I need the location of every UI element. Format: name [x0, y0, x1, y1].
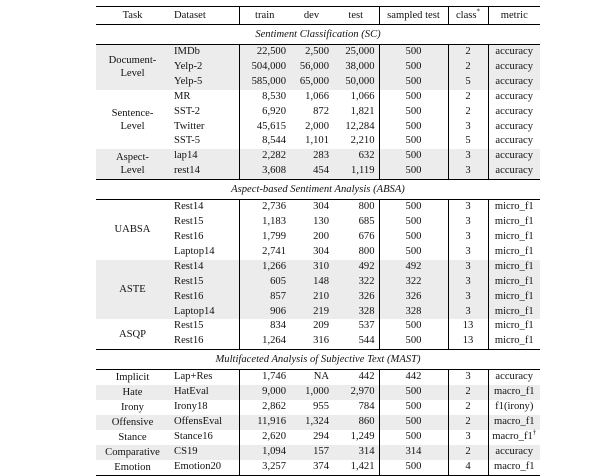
test-cell: 800	[333, 200, 379, 215]
dev-cell: 56,000	[290, 60, 333, 75]
train-cell: 6,920	[262, 105, 286, 117]
metric-cell: accuracy	[495, 371, 534, 383]
test-cell: 2,210	[333, 134, 379, 149]
class-cell: 3	[448, 430, 488, 445]
train-cell: 585,000	[239, 75, 290, 90]
sampled-test-cell: 500	[379, 45, 448, 60]
metric-cell: macro_f1	[488, 460, 540, 475]
dev-cell: 304	[313, 245, 329, 257]
sampled-test-cell: 492	[379, 260, 448, 275]
dev-cell: 310	[290, 260, 333, 275]
metric-cell: micro_f1	[494, 335, 534, 347]
class-cell: 13	[448, 319, 488, 334]
dataset-cell: SST-5	[169, 134, 239, 149]
table-row	[96, 400, 540, 415]
dev-cell: 294	[313, 430, 329, 442]
test-cell: 38,000	[333, 60, 379, 75]
test-cell: 784	[333, 400, 379, 415]
class-cell: 3	[448, 305, 488, 320]
metric-cell: macro_f1	[488, 415, 540, 430]
train-cell: 9,000	[239, 385, 290, 400]
metric-cell: accuracy	[495, 105, 534, 117]
metric-cell: accuracy	[488, 164, 540, 179]
metric-cell: micro_f1	[494, 216, 534, 228]
dev-cell: 454	[290, 164, 333, 179]
train-cell: 857	[239, 290, 290, 305]
class-cell: 2	[448, 60, 488, 75]
class-cell: 4	[448, 460, 488, 475]
sampled-test-cell: 500	[379, 105, 448, 120]
test-cell: 544	[333, 334, 379, 349]
train-cell: 3,257	[239, 460, 290, 475]
test-cell: 328	[333, 305, 379, 320]
metric-cell: macro_f1	[488, 385, 540, 400]
dataset-cell: Laptop14	[169, 305, 239, 320]
train-cell: 2,620	[262, 430, 286, 442]
sampled-test-cell: 500	[379, 460, 448, 475]
section-title: Sentiment Classification (SC)	[96, 25, 540, 45]
dataset-statistics-table	[96, 6, 540, 476]
sampled-test-cell: 500	[379, 245, 448, 260]
dev-cell: 200	[313, 230, 329, 242]
header-task: Task	[96, 7, 169, 25]
dev-cell: 1,000	[290, 385, 333, 400]
class-cell: 2	[448, 415, 488, 430]
class-cell: 3	[448, 164, 488, 179]
test-cell: 1,119	[333, 164, 379, 179]
test-cell: 800	[333, 245, 379, 260]
train-cell: 8,544	[262, 135, 286, 147]
sampled-test-cell: 500	[379, 400, 448, 415]
table-row	[96, 200, 540, 215]
metric-cell: accuracy	[488, 45, 540, 60]
table-body	[96, 25, 540, 476]
dataset-cell: HatEval	[169, 385, 239, 400]
dev-cell: 157	[290, 445, 333, 460]
dev-cell: 304	[313, 201, 329, 213]
sampled-test-cell: 442	[379, 370, 448, 385]
dev-cell: 2,000	[305, 120, 329, 132]
sampled-test-cell: 500	[379, 415, 448, 430]
test-cell: 50,000	[333, 75, 379, 90]
sampled-test-cell: 500	[379, 75, 448, 90]
train-cell: 22,500	[239, 45, 290, 60]
metric-cell: micro_f1	[494, 320, 534, 332]
class-cell: 2	[448, 90, 488, 105]
train-cell: 605	[239, 275, 290, 290]
dataset-cell: Yelp-2	[169, 60, 239, 75]
sampled-test-cell: 500	[379, 134, 448, 149]
dataset-cell: lap14	[169, 149, 239, 164]
section-header-row	[96, 350, 540, 370]
dataset-cell: Twitter	[169, 120, 239, 135]
dataset-cell: Rest15	[169, 319, 239, 334]
header-dataset: Dataset	[169, 7, 239, 25]
table-row	[96, 430, 540, 445]
dataset-cell: Rest15	[169, 275, 239, 290]
test-cell: 676	[333, 230, 379, 245]
train-cell: 1,799	[262, 230, 286, 242]
section-title: Aspect-based Sentiment Analysis (ABSA)	[96, 180, 540, 200]
test-cell: 322	[333, 275, 379, 290]
sampled-test-cell: 500	[379, 60, 448, 75]
table-row	[96, 460, 540, 475]
test-cell: 2,970	[333, 385, 379, 400]
table-row	[96, 45, 540, 60]
sampled-test-cell: 500	[379, 164, 448, 179]
train-cell: 2,282	[239, 149, 290, 164]
sampled-test-cell: 500	[379, 430, 448, 445]
dataset-cell: Rest15	[169, 215, 239, 230]
task-cell: Emotion	[96, 460, 169, 475]
test-cell: 537	[333, 319, 379, 334]
dataset-cell: Laptop14	[169, 245, 239, 260]
metric-cell: micro_f1	[488, 290, 540, 305]
table-row	[96, 260, 540, 275]
metric-cell: accuracy	[495, 90, 534, 102]
class-cell: 3	[448, 215, 488, 230]
header-train: train	[239, 7, 290, 25]
metric-cell: micro_f1	[488, 275, 540, 290]
train-cell: 2,862	[262, 401, 286, 413]
dataset-cell: Rest16	[169, 334, 239, 349]
class-cell: 2	[448, 45, 488, 60]
header-row	[96, 7, 540, 25]
test-cell: 632	[333, 149, 379, 164]
train-cell: 2,736	[262, 201, 286, 213]
test-cell: 442	[333, 370, 379, 385]
task-cell: ASQP	[96, 319, 169, 349]
class-cell: 3	[448, 275, 488, 290]
dataset-cell: Rest16	[169, 290, 239, 305]
dev-cell: 955	[313, 401, 329, 413]
test-cell: 326	[333, 290, 379, 305]
dev-cell: 148	[290, 275, 333, 290]
table-row	[96, 385, 540, 400]
dev-cell: 2,500	[290, 45, 333, 60]
train-cell: 1,266	[239, 260, 290, 275]
dataset-cell: Stance16	[169, 430, 239, 445]
metric-cell: accuracy	[488, 60, 540, 75]
test-cell: 314	[333, 445, 379, 460]
dataset-cell: Irony18	[169, 400, 239, 415]
train-cell: 2,741	[262, 245, 286, 257]
class-cell: 2	[448, 400, 488, 415]
task-cell: Sentence- Level	[96, 90, 169, 150]
task-cell: Offensive	[96, 415, 169, 430]
metric-cell: accuracy	[495, 135, 534, 147]
metric-cell: micro_f1	[494, 230, 534, 242]
test-cell: 492	[333, 260, 379, 275]
dev-cell: 130	[313, 216, 329, 228]
train-cell: 3,608	[239, 164, 290, 179]
train-cell: 45,615	[256, 120, 286, 132]
header-class: class*	[448, 7, 488, 25]
task-cell: Implicit	[96, 370, 169, 385]
section-header-row	[96, 180, 540, 200]
class-cell: 5	[448, 75, 488, 90]
train-cell: 8,530	[262, 90, 286, 102]
task-cell: Irony	[96, 400, 169, 415]
dev-cell: 209	[313, 320, 329, 332]
task-cell: Aspect- Level	[96, 149, 169, 179]
test-cell: 860	[333, 415, 379, 430]
dev-cell: 1,101	[305, 135, 329, 147]
dev-cell: 872	[313, 105, 329, 117]
sampled-test-cell: 328	[379, 305, 448, 320]
metric-cell: accuracy	[488, 445, 540, 460]
sampled-test-cell: 326	[379, 290, 448, 305]
header-metric: metric	[488, 7, 540, 25]
dev-cell: 219	[290, 305, 333, 320]
task-cell: ASTE	[96, 260, 169, 320]
sampled-test-cell: 500	[379, 90, 448, 105]
dataset-cell: Rest16	[169, 230, 239, 245]
metric-cell: accuracy	[488, 149, 540, 164]
table-row	[96, 149, 540, 164]
dataset-cell: rest14	[169, 164, 239, 179]
sampled-test-cell: 500	[379, 334, 448, 349]
sampled-test-cell: 322	[379, 275, 448, 290]
dataset-cell: Emotion20	[169, 460, 239, 475]
train-cell: 11,916	[239, 415, 290, 430]
metric-cell: accuracy	[495, 120, 534, 132]
task-cell: Stance	[96, 430, 169, 445]
train-cell: 1,746	[262, 371, 286, 383]
test-cell: 12,284	[333, 120, 379, 135]
class-cell: 2	[448, 445, 488, 460]
section-header-row	[96, 25, 540, 45]
class-cell: 2	[448, 385, 488, 400]
dataset-cell: IMDb	[169, 45, 239, 60]
dev-cell: 65,000	[290, 75, 333, 90]
dev-cell: 1,066	[305, 90, 329, 102]
test-cell: 1,249	[333, 430, 379, 445]
sampled-test-cell: 500	[379, 215, 448, 230]
sampled-test-cell: 500	[379, 149, 448, 164]
dev-cell: 374	[290, 460, 333, 475]
sampled-test-cell: 500	[379, 319, 448, 334]
dataset-cell: Rest14	[169, 260, 239, 275]
class-cell: 3	[448, 200, 488, 215]
class-cell: 3	[448, 149, 488, 164]
sampled-test-cell: 314	[379, 445, 448, 460]
sampled-test-cell: 500	[379, 120, 448, 135]
train-cell: 504,000	[239, 60, 290, 75]
dataset-cell: OffensEval	[169, 415, 239, 430]
train-cell: 834	[270, 320, 286, 332]
test-cell: 1,066	[333, 90, 379, 105]
metric-cell: accuracy	[488, 75, 540, 90]
class-cell: 13	[448, 334, 488, 349]
class-cell: 3	[448, 245, 488, 260]
class-cell: 3	[448, 370, 488, 385]
metric-cell: micro_f1	[488, 260, 540, 275]
class-cell: 3	[448, 230, 488, 245]
metric-cell: f1(irony)	[495, 401, 534, 413]
class-cell: 3	[448, 120, 488, 135]
dev-cell: 316	[313, 335, 329, 347]
dataset-cell: CS19	[169, 445, 239, 460]
header-dev: dev	[290, 7, 333, 25]
dataset-cell: Rest14	[169, 200, 239, 215]
metric-cell: macro_f1†	[492, 428, 537, 442]
task-cell: Hate	[96, 385, 169, 400]
train-cell: 1,264	[262, 335, 286, 347]
header-sampled-test: sampled test	[379, 7, 448, 25]
sampled-test-cell: 500	[379, 230, 448, 245]
table-row	[96, 445, 540, 460]
table-row	[96, 319, 540, 334]
header-test: test	[333, 7, 379, 25]
metric-cell: micro_f1	[494, 201, 534, 213]
class-cell: 3	[448, 260, 488, 275]
metric-cell: micro_f1	[494, 245, 534, 257]
train-cell: 1,094	[239, 445, 290, 460]
sampled-test-cell: 500	[379, 385, 448, 400]
dataset-cell: SST-2	[169, 105, 239, 120]
train-cell: 906	[239, 305, 290, 320]
task-cell: UABSA	[96, 200, 169, 260]
sampled-test-cell: 500	[379, 200, 448, 215]
train-cell: 1,183	[262, 216, 286, 228]
test-cell: 1,421	[333, 460, 379, 475]
table-row	[96, 370, 540, 385]
test-cell: 1,821	[333, 105, 379, 120]
dataset-cell: Yelp-5	[169, 75, 239, 90]
class-cell: 2	[448, 105, 488, 120]
dev-cell: 1,324	[290, 415, 333, 430]
task-cell: Document- Level	[96, 45, 169, 90]
dataset-cell: Lap+Res	[169, 370, 239, 385]
class-cell: 5	[448, 134, 488, 149]
dev-cell: NA	[313, 371, 329, 383]
section-title: Multifaceted Analysis of Subjective Text (MAST)	[96, 350, 540, 370]
task-cell: Comparative	[96, 445, 169, 460]
dataset-cell: MR	[169, 90, 239, 105]
table-row	[96, 415, 540, 430]
test-cell: 685	[333, 215, 379, 230]
dev-cell: 210	[290, 290, 333, 305]
table-row	[96, 90, 540, 105]
class-cell: 3	[448, 290, 488, 305]
metric-cell: micro_f1	[488, 305, 540, 320]
dev-cell: 283	[290, 149, 333, 164]
test-cell: 25,000	[333, 45, 379, 60]
